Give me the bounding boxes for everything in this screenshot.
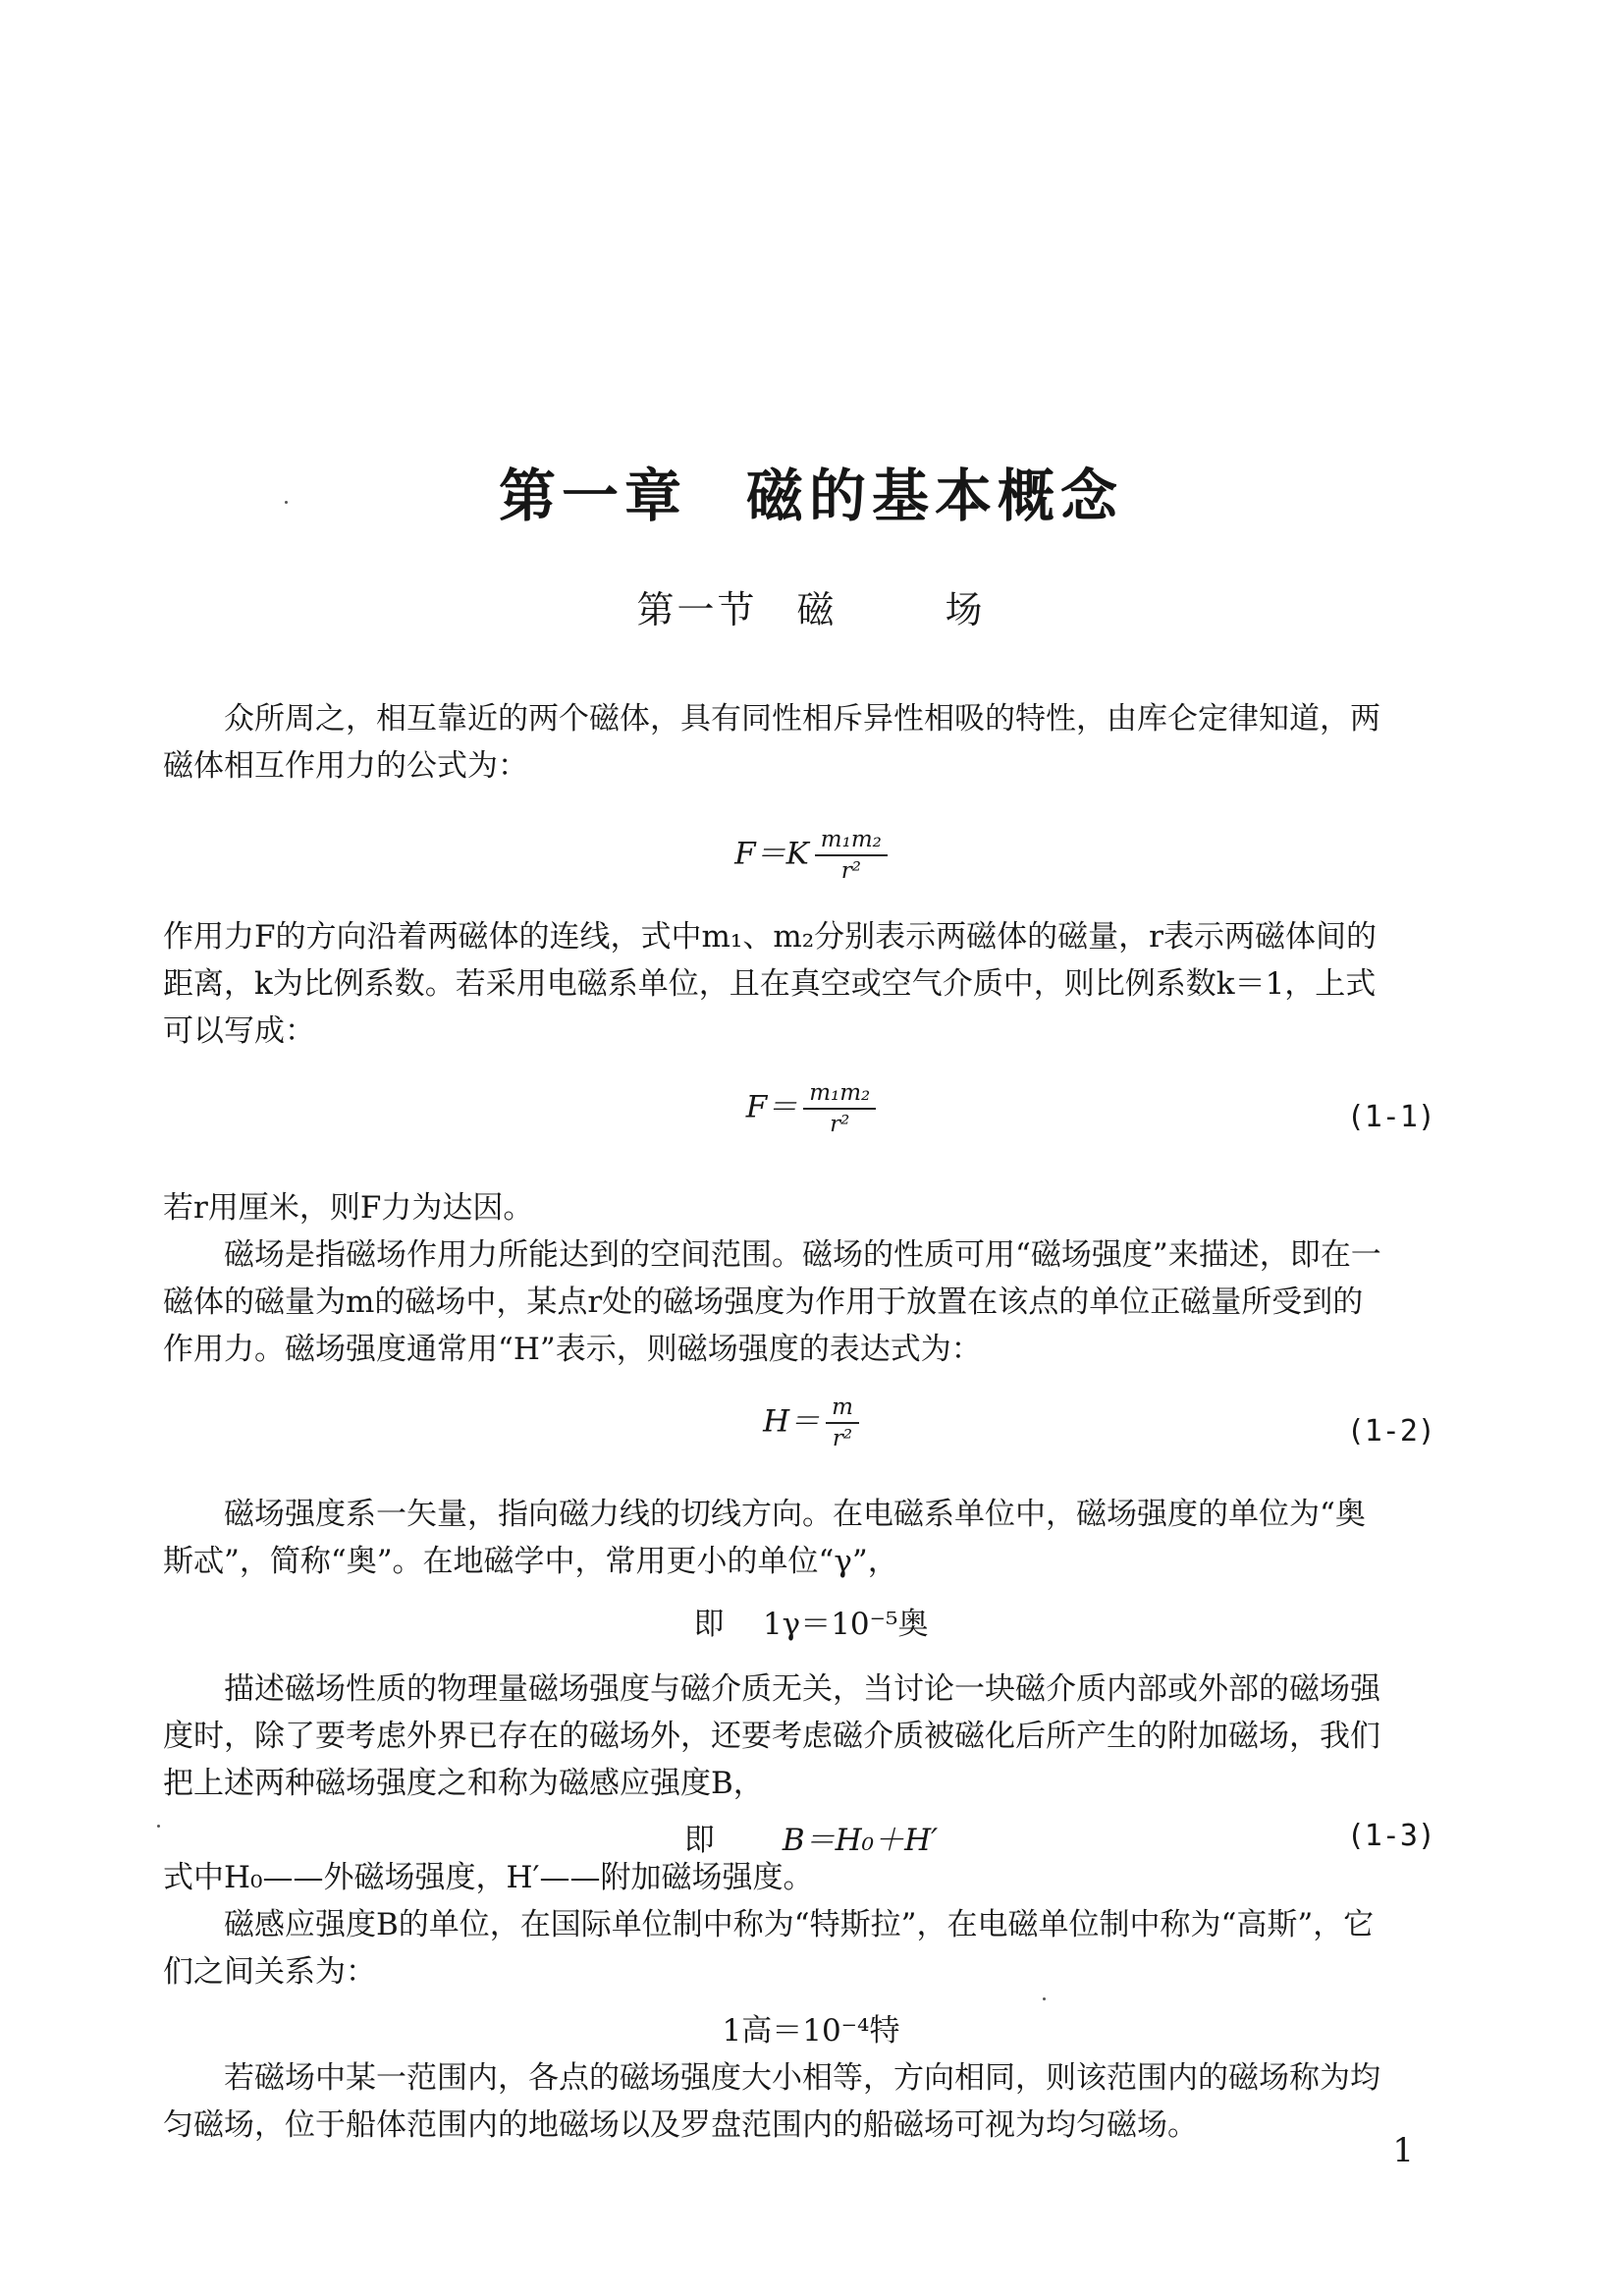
formula-coulomb [0,827,1622,884]
text-line: 磁体相互作用力的公式为： [163,748,528,784]
formula-lhs: F＝K [734,836,809,872]
paragraph-6 [163,1666,1432,1807]
text-line: 作用力F的方向沿着两磁体的连线，式中m₁、m₂分别表示两磁体的磁量，r表示两磁体间的 [163,919,1377,955]
scan-speck [285,501,288,504]
text-line: 把上述两种磁场强度之和称为磁感应强度B， [163,1766,764,1801]
text-line: 匀磁场，位于船体范围内的地磁场以及罗盘范围内的船磁场可视为均匀磁场。 [163,2107,1198,2143]
section-word-1: 磁 [796,588,838,631]
text-line: 式中H₀——外磁场强度，H′——附加磁场强度。 [163,1860,814,1895]
equation-number-1-3: (1-3) [1346,1819,1435,1853]
equation-number-1-1: (1-1) [1346,1100,1435,1134]
fraction [815,827,888,884]
paragraph-2 [163,913,1432,1055]
fraction-denominator: r² [832,1426,853,1451]
paragraph-4 [163,1231,1432,1373]
paragraph-8 [163,1901,1432,1995]
text-line: 描述磁场性质的物理量磁场强度与磁介质无关，当讨论一块磁介质内部或外部的磁场强 [224,1671,1380,1707]
text-line: 度时，除了要考虑外界已存在的磁场外，还要考虑磁介质被磁化后所产生的附加磁场，我们 [163,1719,1380,1754]
section-number: 第一节 [636,588,758,631]
paragraph-1 [163,695,1432,790]
text-line: 距离，k为比例系数。若采用电磁系单位，且在真空或空气介质中，则比例系数k＝1，上式 [163,966,1377,1002]
text-line: 众所周之，相互靠近的两个磁体，具有同性相斥异性相吸的特性，由库仑定律知道，两 [224,701,1380,737]
paragraph-7 [163,1854,1432,1901]
paragraph-5 [163,1491,1432,1585]
formula-expression: 1高＝10⁻⁴特 [722,2013,900,2049]
text-line: 可以写成： [163,1013,315,1049]
section-word-2: 场 [945,588,986,631]
text-line: 磁场是指磁场作用力所能达到的空间范围。磁场的性质可用“磁场强度”来描述，即在一 [224,1237,1381,1273]
scan-speck [1043,1997,1046,2000]
fraction [803,1080,876,1137]
formula-lhs: H＝ [763,1403,821,1440]
formula-expression: 1γ＝10⁻⁵奥 [762,1607,929,1642]
fraction [826,1394,859,1451]
text-line: 作用力。磁场强度通常用“H”表示，则磁场强度的表达式为： [163,1332,982,1367]
formula-expression: B＝H₀＋H′ [782,1823,939,1858]
text-line: 磁感应强度B的单位，在国际单位制中称为“特斯拉”，在电磁单位制中称为“高斯”，它 [224,1907,1375,1942]
formula-gauss-tesla [0,2005,1622,2050]
fraction-numerator: m₁m₂ [803,1080,876,1110]
paragraph-9 [163,2054,1432,2149]
scan-speck [157,1825,160,1828]
text-line: 斯忒”，简称“奥”。在地磁学中，常用更小的单位“γ”， [163,1544,898,1579]
chapter-number: 第一章 [498,463,687,529]
chapter-heading [0,450,1622,532]
formula-prefix: 即 [683,1823,715,1858]
section-heading [0,579,1622,633]
text-line: 磁场强度系一矢量，指向磁力线的切线方向。在电磁系单位中，磁场强度的单位为“奥 [224,1497,1366,1532]
text-line: 若磁场中某一范围内，各点的磁场强度大小相等，方向相同，则该范围内的磁场称为均 [224,2060,1380,2096]
text-line: 磁体的磁量为m的磁场中，某点r处的磁场强度为作用于放置在该点的单位正磁量所受到的 [163,1285,1364,1320]
formula-lhs: F＝ [745,1089,798,1125]
text-line: 们之间关系为： [163,1954,376,1990]
chapter-title: 磁的基本概念 [746,463,1124,529]
fraction-numerator: m [826,1394,859,1424]
fraction-numerator: m₁m₂ [815,827,888,856]
text-line: 若r用厘米，则F力为达因。 [163,1190,534,1226]
page-number: 1 [1392,2131,1414,2170]
equation-number-1-2: (1-2) [1346,1414,1435,1449]
fraction-denominator: r² [840,858,861,884]
fraction-denominator: r² [830,1112,850,1137]
formula-prefix: 即 [693,1607,725,1642]
formula-gamma [0,1599,1622,1643]
paragraph-3 [163,1184,1432,1231]
